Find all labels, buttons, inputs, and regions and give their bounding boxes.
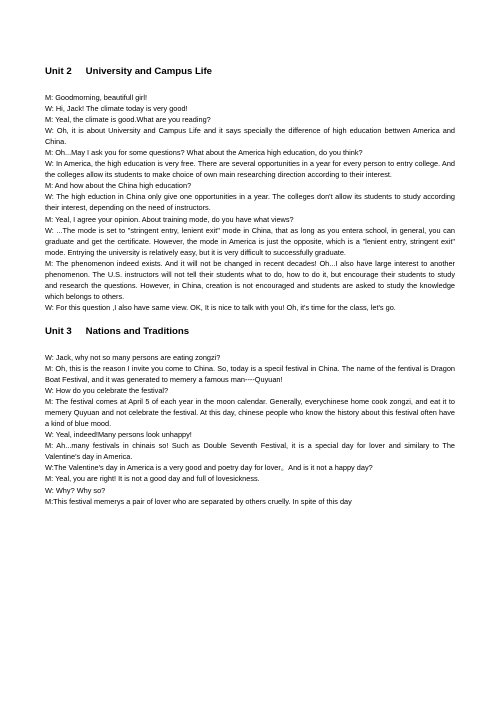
unit-2-section: [45, 66, 455, 313]
document-page: [45, 66, 455, 507]
dialogue-line: M: The phenomenon indeed exists. And it will not be changed in recent decades! Oh...I also have large interest to another phenomenon. The U.S. instructors will not tell their students what to do, how to do it, but encourage their students to study and research the questions. However, in China, creation is not encouraged and students are asked to study the knowledge which belongs to others.: [45, 258, 455, 301]
dialogue-line: W: Yeal, indeed!Many persons look unhappy!: [45, 430, 192, 440]
dialogue-line: M: Yeal, you are right! It is not a good day and full of lovesickness.: [45, 474, 260, 484]
dialogue-line: M:This festival memerys a pair of lover who are separated by others cruelly. In spite of this day: [45, 496, 352, 506]
dialogue-line: W: Oh, it is about University and Campus Life and it says specially the difference of high education bettwen America and China.: [45, 126, 455, 147]
unit-2-number: Unit 2: [45, 66, 72, 77]
unit-2-heading: [45, 66, 455, 78]
dialogue-line: M: Ah...many festivals in chinais so! Such as Double Seventh Festival, it is a special day for lover and similary to The Valentine's day in America.: [45, 441, 455, 462]
unit-2-dialogue: [45, 92, 455, 313]
dialogue-line: M: Oh...May I ask you for some questions? What about the America high education, do you think?: [45, 148, 363, 158]
unit-3-title: Nations and Traditions: [85, 325, 190, 337]
dialogue-line: W: Jack, why not so many persons are eating zongzi?: [45, 352, 221, 362]
dialogue-line: W: Hi, Jack! The climate today is very good!: [45, 104, 188, 114]
dialogue-line: W:The Valentine's day in America is a very good and poetry day for lover。And is it not a happy day?: [45, 463, 373, 473]
dialogue-line: M: Yeal, I agree your opinion. About training mode, do you have what views?: [45, 214, 294, 224]
dialogue-line: M: Yeal, the climate is good.What are you reading?: [45, 115, 211, 125]
unit-3-section: [45, 326, 455, 507]
unit-3-heading: [45, 326, 455, 338]
dialogue-line: M: Oh, this is the reason I invite you come to China. So, today is a specil festival in China. The name of the fentival is Dragon Boat Festival, and it was generated to memery a famous man----Quyuan!: [45, 363, 455, 385]
dialogue-line: M: The festival comes at April 5 of each year in the moon calendar. Generally, everychinese home cook zongzi, and eat it to memery Quyuan and not celebrate the festival. At this day, chinese people who know the history about this festival often have a kind of blue mood.: [45, 397, 455, 429]
dialogue-line: M: Goodmorning, beautifull girl!: [45, 93, 148, 102]
unit-3-dialogue: [45, 352, 455, 507]
dialogue-line: W: ...The mode is set to "stringent entry, lenient exit" mode in China, that as long as you entera school, in general, you can graduate and get the certificate. However, the mode in America is just the opposite, which is a "lenient entry, stringent exit" mode. Entrying the university is relatively easy, but it is very difficult to successfully graduate.: [45, 225, 455, 257]
dialogue-line: W: In America, the high education is very free. There are several opportunities in a year for every person to entry college. And the colleges allow its students to make choice of own main researching direction according to their interest.: [45, 159, 455, 180]
unit-2-title: University and Campus Life: [85, 66, 213, 77]
dialogue-line: W: For this question ,I also have same view. OK, It is nice to talk with you! Oh, it's time for the class, let's go.: [45, 302, 396, 312]
dialogue-line: W: Why? Why so?: [45, 485, 106, 495]
dialogue-line: W: The high eduction in China only give one opportunities in a year. The colleges don't allow its students to study according their interest, depending on the need of instructors.: [45, 192, 455, 213]
unit-3-number: Unit 3: [45, 325, 72, 337]
dialogue-line: M: And how about the China high education?: [45, 181, 192, 191]
dialogue-line: W: How do you celebrate the festival?: [45, 386, 169, 396]
